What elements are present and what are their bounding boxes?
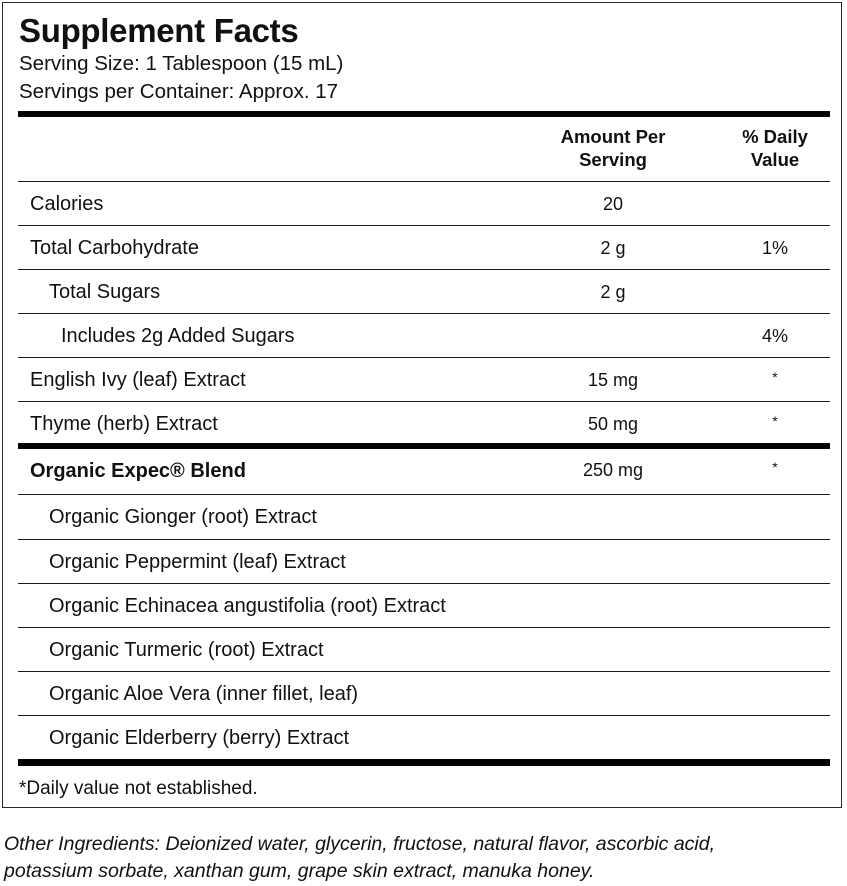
other-ingredients-line2: potassium sorbate, xanthan gum, grape skin extract, manuka honey. — [4, 860, 595, 882]
nutrient-row-english-ivy — [18, 357, 830, 401]
nutrient-daily-value: * — [772, 413, 778, 429]
nutrient-name: English Ivy (leaf) Extract — [30, 369, 246, 391]
nutrient-name: Total Carbohydrate — [30, 237, 199, 259]
blend-ingredient-row — [18, 583, 830, 627]
blend-ingredient-row — [18, 627, 830, 671]
blend-ingredient-row — [18, 539, 830, 583]
nutrient-name: Thyme (herb) Extract — [30, 413, 218, 435]
supplement-facts-panel — [2, 2, 842, 808]
blend-ingredient-row — [18, 715, 830, 759]
blend-row — [18, 449, 830, 493]
blend-ingredient-name: Organic Aloe Vera (inner fillet, leaf) — [49, 683, 359, 705]
blend-daily-value: * — [772, 459, 778, 475]
nutrient-amount: 20 — [602, 194, 624, 214]
nutrient-row-total-sugars — [18, 269, 830, 313]
servings-per-container: Servings per Container: Approx. 17 — [19, 80, 339, 103]
nutrient-row-added-sugars — [18, 313, 830, 357]
nutrient-name: Calories — [30, 193, 104, 215]
blend-ingredient-name: Organic Turmeric (root) Extract — [49, 639, 324, 661]
nutrient-name: Total Sugars — [49, 281, 161, 303]
nutrient-row-total-carbohydrate — [18, 225, 830, 269]
nutrient-amount: 15 mg — [587, 370, 639, 390]
nutrient-row-calories — [18, 181, 830, 225]
thick-divider-bottom — [18, 759, 830, 766]
serving-size: Serving Size: 1 Tablespoon (15 mL) — [19, 52, 344, 75]
blend-ingredient-name: Organic Elderberry (berry) Extract — [49, 727, 350, 749]
nutrient-amount: 50 mg — [587, 414, 639, 434]
nutrient-row-thyme — [18, 401, 830, 445]
blend-amount: 250 mg — [582, 460, 644, 480]
amount-per-serving-header — [538, 125, 688, 171]
nutrient-name: Includes 2g Added Sugars — [61, 325, 295, 347]
blend-ingredient-name: Organic Peppermint (leaf) Extract — [49, 551, 346, 573]
amount-header-line1: Amount Per — [560, 126, 666, 147]
blend-ingredient-row — [18, 671, 830, 715]
thick-divider-top — [18, 111, 830, 117]
other-ingredients — [4, 831, 844, 885]
blend-ingredient-row — [18, 494, 830, 538]
amount-header-line2: Serving — [579, 149, 647, 170]
daily-value-header — [700, 125, 847, 171]
blend-name: Organic Expec® Blend — [30, 460, 246, 482]
nutrient-amount: 2 g — [600, 238, 626, 258]
dv-header-line1: % Daily — [742, 126, 808, 147]
nutrient-amount: 2 g — [600, 282, 626, 302]
nutrient-daily-value: 4% — [761, 326, 788, 346]
daily-value-footnote: *Daily value not established. — [19, 778, 258, 799]
nutrient-daily-value: 1% — [761, 238, 788, 258]
panel-title: Supplement Facts — [19, 12, 299, 49]
blend-ingredient-name: Organic Gionger (root) Extract — [49, 506, 317, 528]
other-ingredients-line1: Other Ingredients: Deionized water, glycerin, fructose, natural flavor, ascorbic acid, — [4, 833, 716, 855]
blend-ingredient-name: Organic Echinacea angustifolia (root) Extract — [49, 595, 446, 617]
nutrient-daily-value: * — [772, 369, 778, 385]
dv-header-line2: Value — [750, 149, 800, 170]
